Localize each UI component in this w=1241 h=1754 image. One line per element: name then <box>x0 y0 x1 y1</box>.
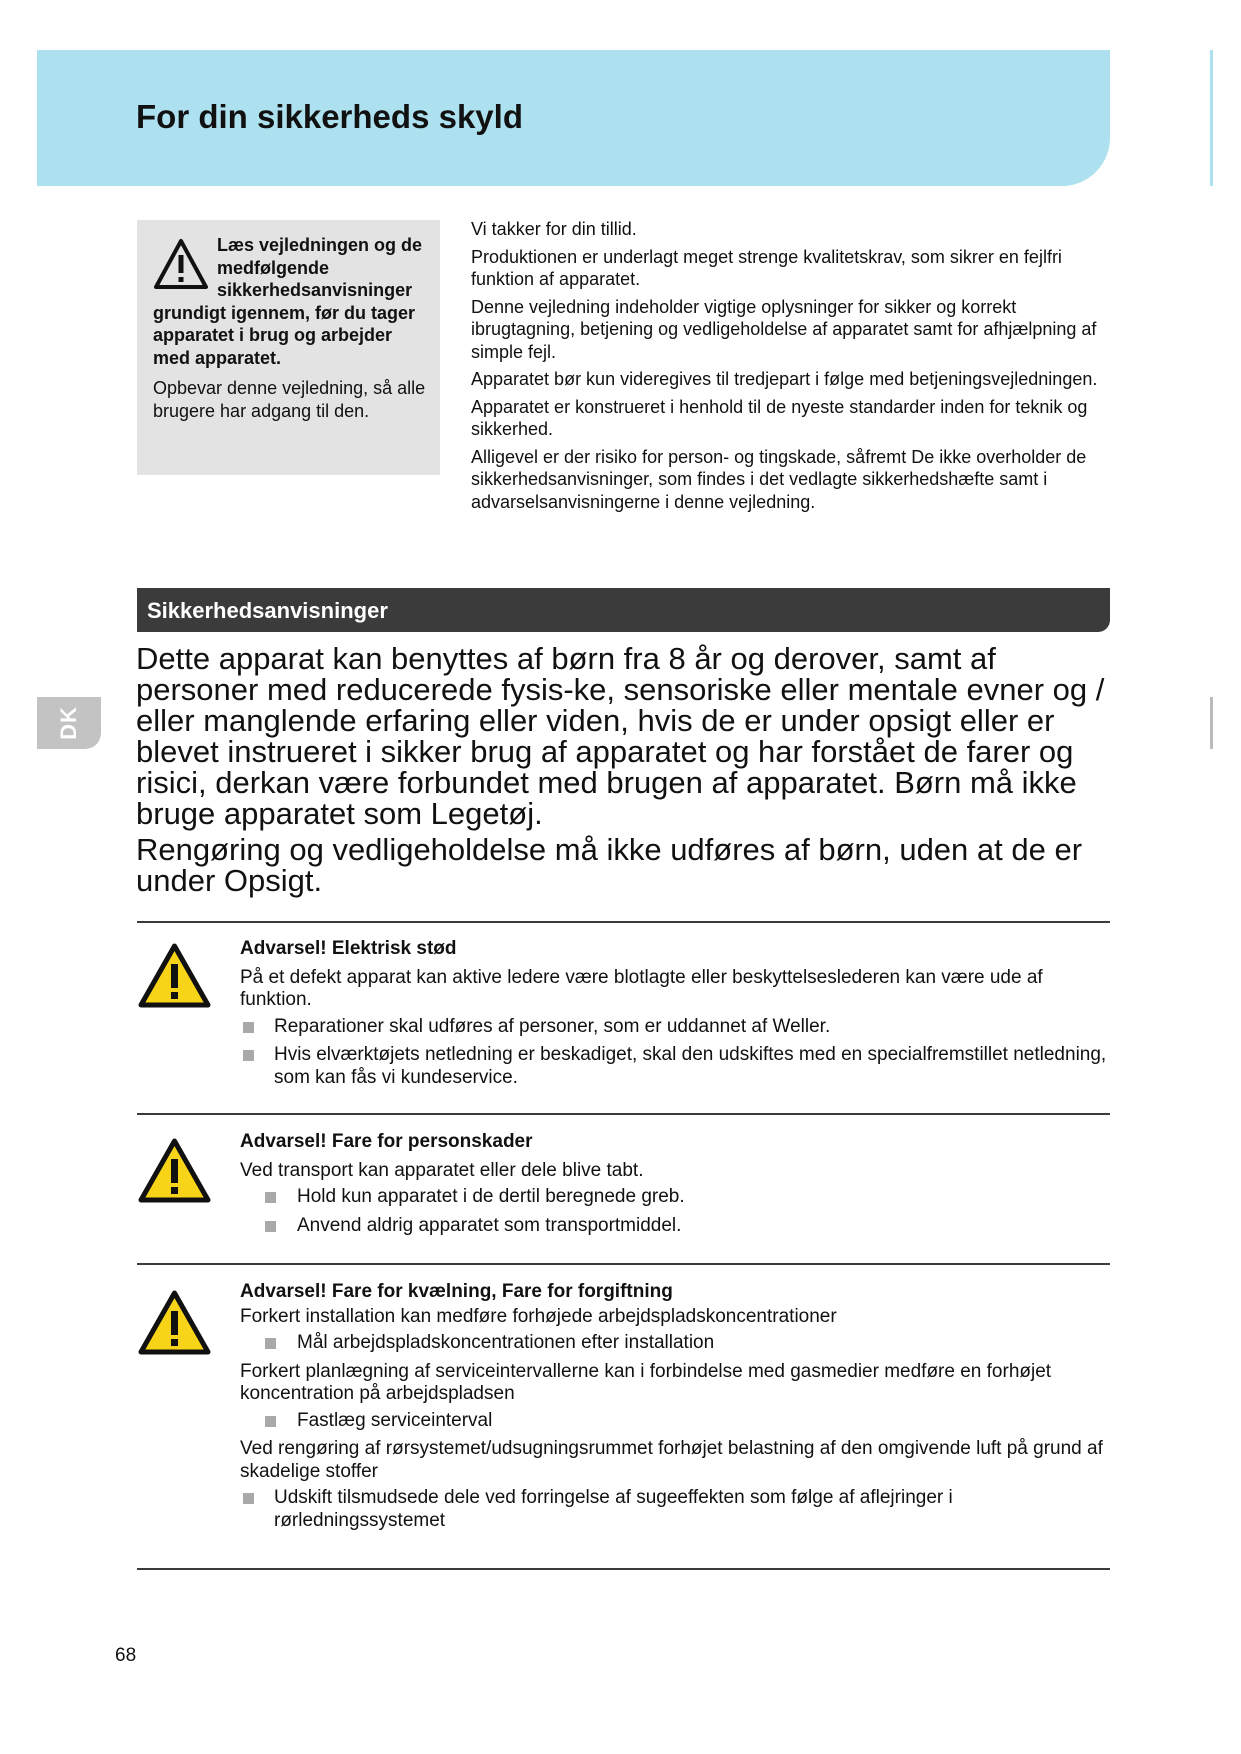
intro-paragraph: Vi takker for din tillid. <box>471 219 637 239</box>
warning-title: Advarsel! Fare for personskader <box>240 1131 533 1152</box>
bullet-item: Udskift tilsmudsede dele ved forringelse af sugeeffekten som følge af aflejringer i rørledningssystemet <box>240 1487 1110 1532</box>
warning-text: Ved transport kan apparatet eller dele blive tabt. <box>240 1159 644 1181</box>
warning-title: Advarsel! Elektrisk stød <box>240 938 457 959</box>
bullet-item: Reparationer skal udføres af personer, som er uddannet af Weller. <box>240 1016 1110 1039</box>
warning-personal-injury <box>137 1131 1110 1256</box>
intro-paragraph: Alligevel er der risiko for person- og tingskade, såfremt De ikke overholder de sikkerhedsanvisninger, som findes i det vedlagte sikkerhedshæfte samt i advarselsanvisningerne i denne vejledning. <box>471 446 1087 512</box>
intro-paragraph: Denne vejledning indeholder vigtige oplysninger for sikker og korrekt ibrugtagning, betjening og vedligeholdelse af apparatet samt for afhjælpning af simple fejl. <box>471 296 1097 362</box>
intro-paragraph: Apparatet bør kun videregives til tredjepart i følge med betjeningsvejledningen. <box>471 369 1098 389</box>
bullet-item: Mål arbejdspladskoncentrationen efter installation <box>240 1332 1110 1355</box>
warning-triangle-icon <box>137 1289 212 1356</box>
intro-paragraph: Produktionen er underlagt meget strenge kvalitetskrav, som sikrer en fejlfri funktion af apparatet. <box>471 246 1062 289</box>
right-accent-line-gray <box>1210 697 1213 749</box>
read-instructions-box <box>137 220 440 475</box>
page-number: 68 <box>115 1645 137 1666</box>
divider <box>137 1113 1110 1115</box>
bullet-item: Hold kun apparatet i de dertil beregnede greb. <box>240 1186 1110 1209</box>
warning-text: Forkert installation kan medføre forhøjede arbejdspladskoncentrationer <box>240 1305 837 1327</box>
warning-electric-shock <box>137 938 1110 1108</box>
divider <box>137 1263 1110 1265</box>
warning-outline-icon <box>153 238 209 290</box>
section-heading: Sikkerhedsanvisninger <box>137 588 1110 632</box>
warning-text: Ved rengøring af rørsystemet/udsugningsrummet forhøjet belastning af den omgivende luft på grund af skadelige stoffer <box>240 1438 1103 1482</box>
page-title: For din sikkerheds skyld <box>136 98 523 135</box>
note-bold-text: Læs vejledningen og de medfølgende sikkerhedsanvisninger grundigt igennem, før du tager apparatet i brug og arbejder med apparatet. <box>153 235 423 368</box>
warning-triangle-icon <box>137 942 212 1009</box>
warning-triangle-icon <box>137 1137 212 1204</box>
right-accent-line <box>1210 50 1213 186</box>
bullet-item: Fastlæg serviceinterval <box>240 1410 1110 1433</box>
warning-suffocation-poisoning <box>137 1281 1110 1561</box>
warning-text: På et defekt apparat kan aktive ledere være blotlagte eller beskyttelseslederen kan være ude af funktion. <box>240 966 1043 1010</box>
cleaning-paragraph: Rengøring og vedligeholdelse må ikke udføres af børn, uden at de er under Opsigt. <box>136 832 1083 898</box>
warning-title: Advarsel! Fare for kvælning, Fare for forgiftning <box>240 1281 673 1302</box>
language-tab-label: DK <box>56 706 81 740</box>
intro-text <box>471 218 1116 518</box>
bullet-item: Hvis elværktøjets netledning er beskadiget, skal den udskiftes med en specialfremstillet netledning, som kan fås vi kundeservice. <box>240 1044 1110 1089</box>
note-normal-text: Opbevar denne vejledning, så alle brugere har adgang til den. <box>153 378 426 421</box>
language-tab <box>37 697 101 749</box>
warning-text: Forkert planlægning af serviceintervallerne kan i forbindelse med gasmedier medføre en forhøjet koncentration på arbejdspladsen <box>240 1360 1052 1404</box>
divider <box>137 921 1110 923</box>
bullet-item: Anvend aldrig apparatet som transportmiddel. <box>240 1215 1110 1238</box>
intro-paragraph: Apparatet er konstrueret i henhold til de nyeste standarder inden for teknik og sikkerhed. <box>471 396 1088 439</box>
divider <box>137 1568 1110 1570</box>
children-safety-text <box>136 643 1121 901</box>
children-paragraph: Dette apparat kan benyttes af børn fra 8 år og derover, samt af personer med reducerede fysis-ke, sensoriske eller mentale evner og / eller manglende erfaring eller viden, hvis de er under opsigt eller er blevet instrueret i sikker brug af apparatet og har forstået de farer og risici, derkan være forbundet med brugen af apparatet. Børn må ikke bruge apparatet som Legetøj. <box>136 641 1105 831</box>
